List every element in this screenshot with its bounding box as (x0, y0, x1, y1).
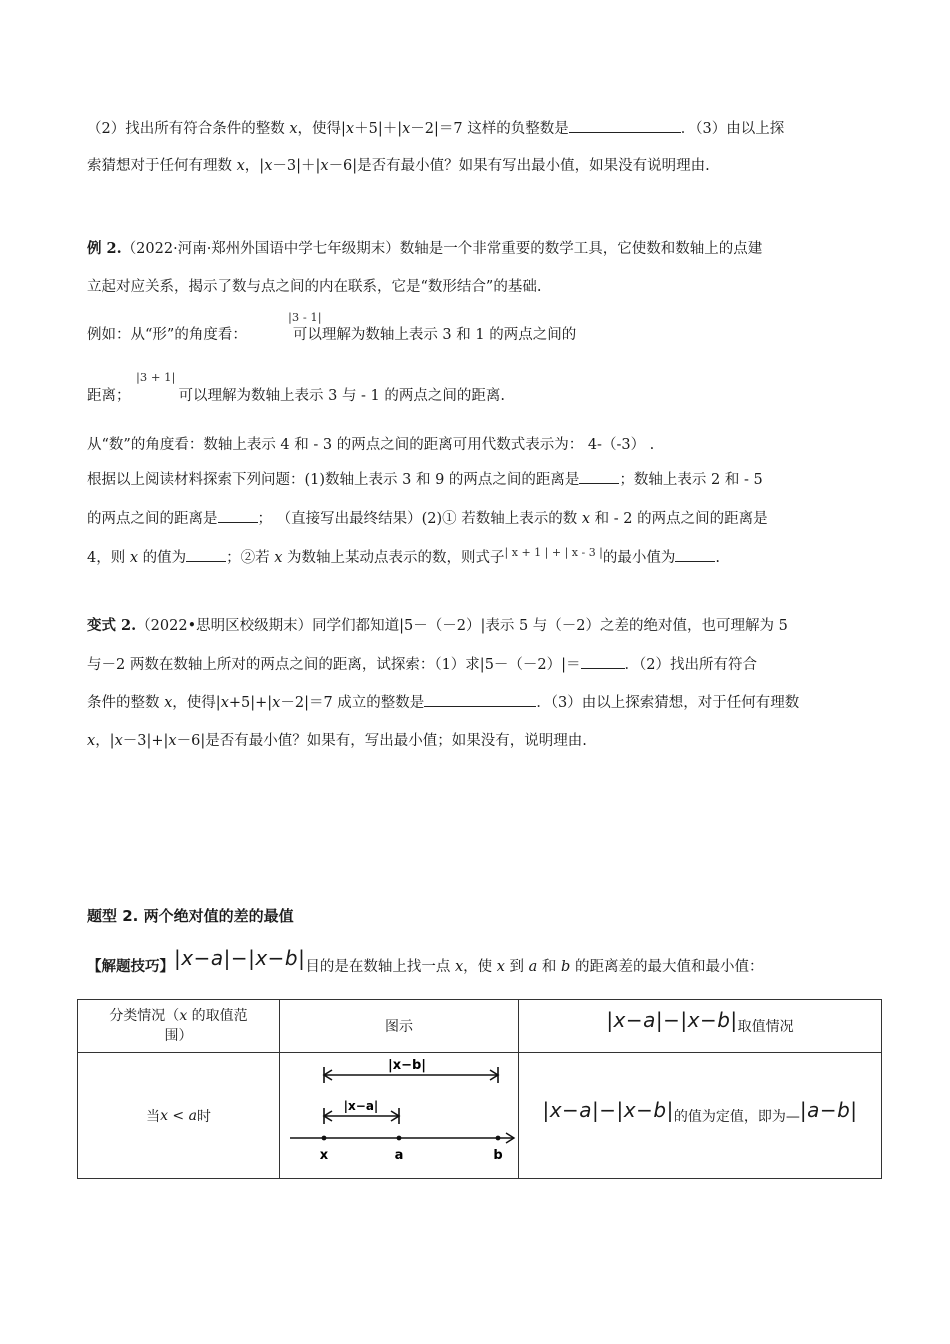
var-x: x (496, 959, 505, 975)
tip-expression: |x−a|−|x−b| (174, 946, 306, 970)
text: 为数轴上某动点表示的数，则式子 (282, 550, 505, 566)
text: ，| (244, 158, 265, 174)
tip-label: 【解题技巧】 (87, 958, 174, 975)
text: 的值为 (138, 550, 187, 566)
var-x: x (168, 733, 177, 749)
p1-line-1 (87, 118, 784, 139)
variation-label: 变式 2. (87, 617, 137, 634)
text: . (715, 550, 721, 566)
text: －6|是否有最小值？如果有，写出最小值；如果没有，说明理由. (176, 733, 587, 749)
header-value (519, 1000, 881, 1053)
expr-abs-3-minus-1: |3 - 1| (288, 310, 322, 324)
text: ，使 (463, 959, 497, 975)
text: －3|＋| (272, 158, 321, 174)
value-expression: |x−a|−|x−b| (542, 1097, 674, 1122)
text: －3|+| (122, 733, 169, 749)
text: 分类情况（ (109, 1008, 180, 1024)
var2-line-2 (87, 654, 757, 675)
var-x: x (264, 158, 273, 174)
text: 从“数”的角度看：数轴上表示 4 和 - 3 的两点之间的距离可用代数式表示为： 4-（-3） . (87, 437, 655, 453)
answer-blank (424, 692, 536, 707)
value-table (77, 999, 882, 1179)
var-x: x (87, 733, 96, 749)
text: 时 (196, 1108, 211, 1125)
var-x: x (114, 733, 123, 749)
ex2-line-3 (87, 325, 576, 345)
row1-figure (280, 1053, 519, 1178)
expr-abs-sum: | x + 1 | + | x - 3 | (504, 546, 603, 559)
ex2-line-4 (87, 386, 505, 406)
text: 的最小值为 (602, 550, 676, 566)
label-point-a: a (394, 1148, 404, 1163)
text: ； （直接写出最终结果）(2)① 若数轴上表示的数 (257, 511, 582, 527)
value-result: |a−b| (799, 1097, 858, 1122)
text: 当 (146, 1108, 161, 1125)
text: 和 (537, 959, 562, 975)
row1-condition (78, 1053, 280, 1178)
tip-line (87, 946, 764, 980)
ex2-line-7 (87, 508, 768, 529)
text: 4，则 (87, 550, 130, 566)
text: ．（3）由以上探索猜想，对于任何有理数 (536, 695, 800, 711)
var-x: x (179, 1008, 188, 1024)
var-x: x (274, 550, 283, 566)
header-category-line1 (109, 1006, 247, 1026)
var-x: x (164, 695, 173, 711)
text: －2|＝7 成立的整数是 (280, 695, 425, 711)
var-x: x (581, 511, 591, 527)
var-a: a (528, 959, 538, 975)
text: 的取值范 (187, 1008, 248, 1024)
text: 例如：从“形”的角度看： (87, 327, 247, 343)
header-category (78, 1000, 280, 1053)
var-x: x (289, 121, 298, 137)
text: 的两点之间的距离是 (87, 511, 218, 527)
row1-value (519, 1053, 881, 1178)
text: （2022·河南·郑州外国语中学七年级期末）数轴是一个非常重要的数学工具，它使数和数轴上的点建 (121, 241, 763, 257)
text: 条件的整数 (87, 695, 165, 711)
var-x: x (272, 695, 281, 711)
text: 目的是在数轴上找一点 (305, 959, 455, 975)
text: 和 - 2 的两点之间的距离是 (590, 511, 768, 527)
text: 索猜想对于任何有理数 (87, 158, 237, 174)
text: +5|+| (228, 695, 273, 711)
var2-line-4 (87, 731, 587, 751)
text: 取值情况 (737, 1019, 794, 1035)
text: ；数轴上表示 2 和 - 5 (619, 472, 763, 488)
header-expression: |x−a|−|x−b| (606, 1008, 738, 1032)
answer-blank (581, 654, 625, 669)
text: 距离； (87, 388, 131, 404)
example-label: 例 2. (87, 240, 122, 257)
answer-blank (675, 547, 715, 562)
var-x: x (454, 959, 464, 975)
number-line-diagram (280, 1053, 519, 1178)
text: （2022•思明区校级期末）同学们都知道|5－（－2）|表示 5 与（－2）之差的绝对值，也可理解为 5 (136, 618, 788, 634)
point-b (496, 1136, 501, 1141)
text: ，使得| (172, 695, 221, 711)
condition-expression: x < a (160, 1107, 197, 1124)
text: 可以理解为数轴上表示 3 与 - 1 的两点之间的距离. (178, 388, 506, 404)
label-x-b: |x−b| (387, 1058, 427, 1073)
var-x: x (129, 550, 139, 566)
point-a (397, 1136, 402, 1141)
var-x: x (320, 158, 329, 174)
header-category-line2: 围） (164, 1028, 193, 1044)
var2-line-1 (87, 616, 788, 636)
ex2-line-6 (87, 469, 763, 490)
var-x: x (220, 695, 229, 711)
header-figure: 图示 (280, 1000, 519, 1053)
answer-blank (218, 508, 258, 523)
text: ，| (95, 733, 115, 749)
answer-blank (186, 547, 226, 562)
text: 根据以上阅读材料探索下列问题：(1)数轴上表示 3 和 9 的两点之间的距离是 (87, 472, 580, 488)
text: ＋5|＋| (354, 121, 403, 137)
var-x: x (402, 121, 411, 137)
text: 与－2 两数在数轴上所对的两点之间的距离，试探索：（1）求|5－（－2）|＝ (87, 657, 581, 673)
var-x: x (236, 158, 245, 174)
label-point-x: x (319, 1148, 329, 1163)
var-b: b (561, 959, 571, 975)
ex2-line-2 (87, 277, 541, 297)
text: 的距离差的最大值和最小值： (570, 959, 764, 975)
text: 到 (504, 959, 529, 975)
text: ，使得| (297, 121, 346, 137)
text: －6|是否有最小值？如果有写出最小值，如果没有说明理由. (328, 158, 710, 174)
answer-blank (579, 469, 619, 484)
text: 立起对应关系，揭示了数与点之间的内在联系，它是“数形结合”的基础. (87, 279, 542, 295)
text: ；②若 (226, 550, 275, 566)
answer-blank (569, 118, 681, 133)
var2-line-3 (87, 692, 799, 713)
label-point-b: b (493, 1148, 503, 1163)
text: －2|＝7 这样的负整数是 (410, 121, 569, 137)
text: 的值为定值，即为— (673, 1108, 800, 1125)
p1-line-2 (87, 156, 710, 176)
section-title: 题型 2. 两个绝对值的差的最值 (87, 907, 294, 925)
label-x-a: |x−a| (343, 1099, 379, 1113)
point-x (322, 1136, 327, 1141)
text: ．（2）找出所有符合 (624, 657, 758, 673)
ex2-line-8 (87, 547, 720, 569)
expr-abs-3-plus-1: |3 + 1| (136, 370, 176, 384)
ex2-line-1 (87, 239, 762, 259)
text: （2）找出所有符合条件的整数 (87, 121, 290, 137)
ex2-line-5 (87, 435, 654, 455)
var-x: x (345, 121, 355, 137)
text: ．（3）由以上探 (680, 121, 785, 137)
text: 可以理解为数轴上表示 3 和 1 的两点之间的 (292, 327, 577, 343)
